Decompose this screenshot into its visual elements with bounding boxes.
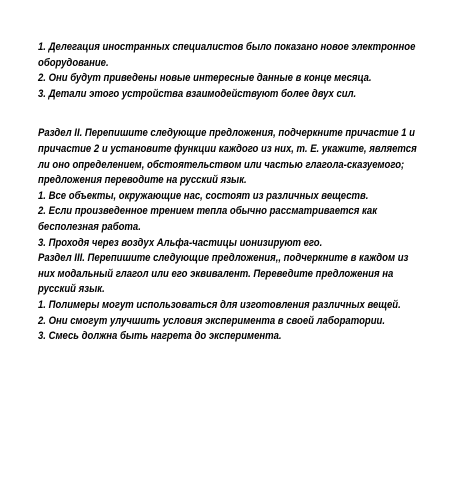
text-line: 1. Делегация иностранных специалистов было показано новое электронное [38, 41, 416, 53]
text-line: ли оно определением, обстоятельством или частью глагола-сказуемого; [38, 158, 405, 171]
section-2-heading-line: Раздел II. Перепишите следующие предложения, подчеркните причастие 1 и [38, 127, 415, 140]
text-line: 2. Если произведенное трением тепла обычно рассматривается как [38, 205, 378, 218]
section-2-3-block [38, 126, 434, 344]
text-line: 1. Все объекты, окружающие нас, состоят из различных веществ. [38, 189, 369, 202]
document-page [38, 40, 434, 345]
text-line: 3. Смесь должна быть нагрета до эксперимента. [38, 330, 282, 343]
text-line: 3. Проходя через воздух Альфа-частицы ионизируют его. [38, 236, 323, 249]
section-3-heading-line: Раздел III. Перепишите следующие предложения,, подчеркните в каждом из [38, 252, 409, 265]
text-line: них модальный глагол или его эквивалент. Переведите предложения на [38, 267, 394, 280]
text-line: причастие 2 и установите функции каждого из них, т. Е. укажите, является [38, 142, 417, 155]
text-line: предложения переводите на русский язык. [38, 174, 247, 187]
exercise-sentences-block [38, 40, 434, 102]
text-line: 2. Они смогут улучшить условия эксперимента в своей лаборатории. [38, 314, 386, 327]
text-line: бесполезная работа. [38, 220, 141, 233]
text-line: оборудование. [38, 56, 109, 69]
text-line: русский язык. [38, 283, 105, 296]
text-line: 2. Они будут приведены новые интересные данные в конце месяца. [38, 72, 372, 85]
paragraph-gap [38, 102, 434, 126]
text-line: 1. Полимеры могут использоваться для изготовления различных вещей. [38, 298, 401, 311]
text-line: 3. Детали этого устройства взаимодействуют более двух сил. [38, 87, 357, 100]
